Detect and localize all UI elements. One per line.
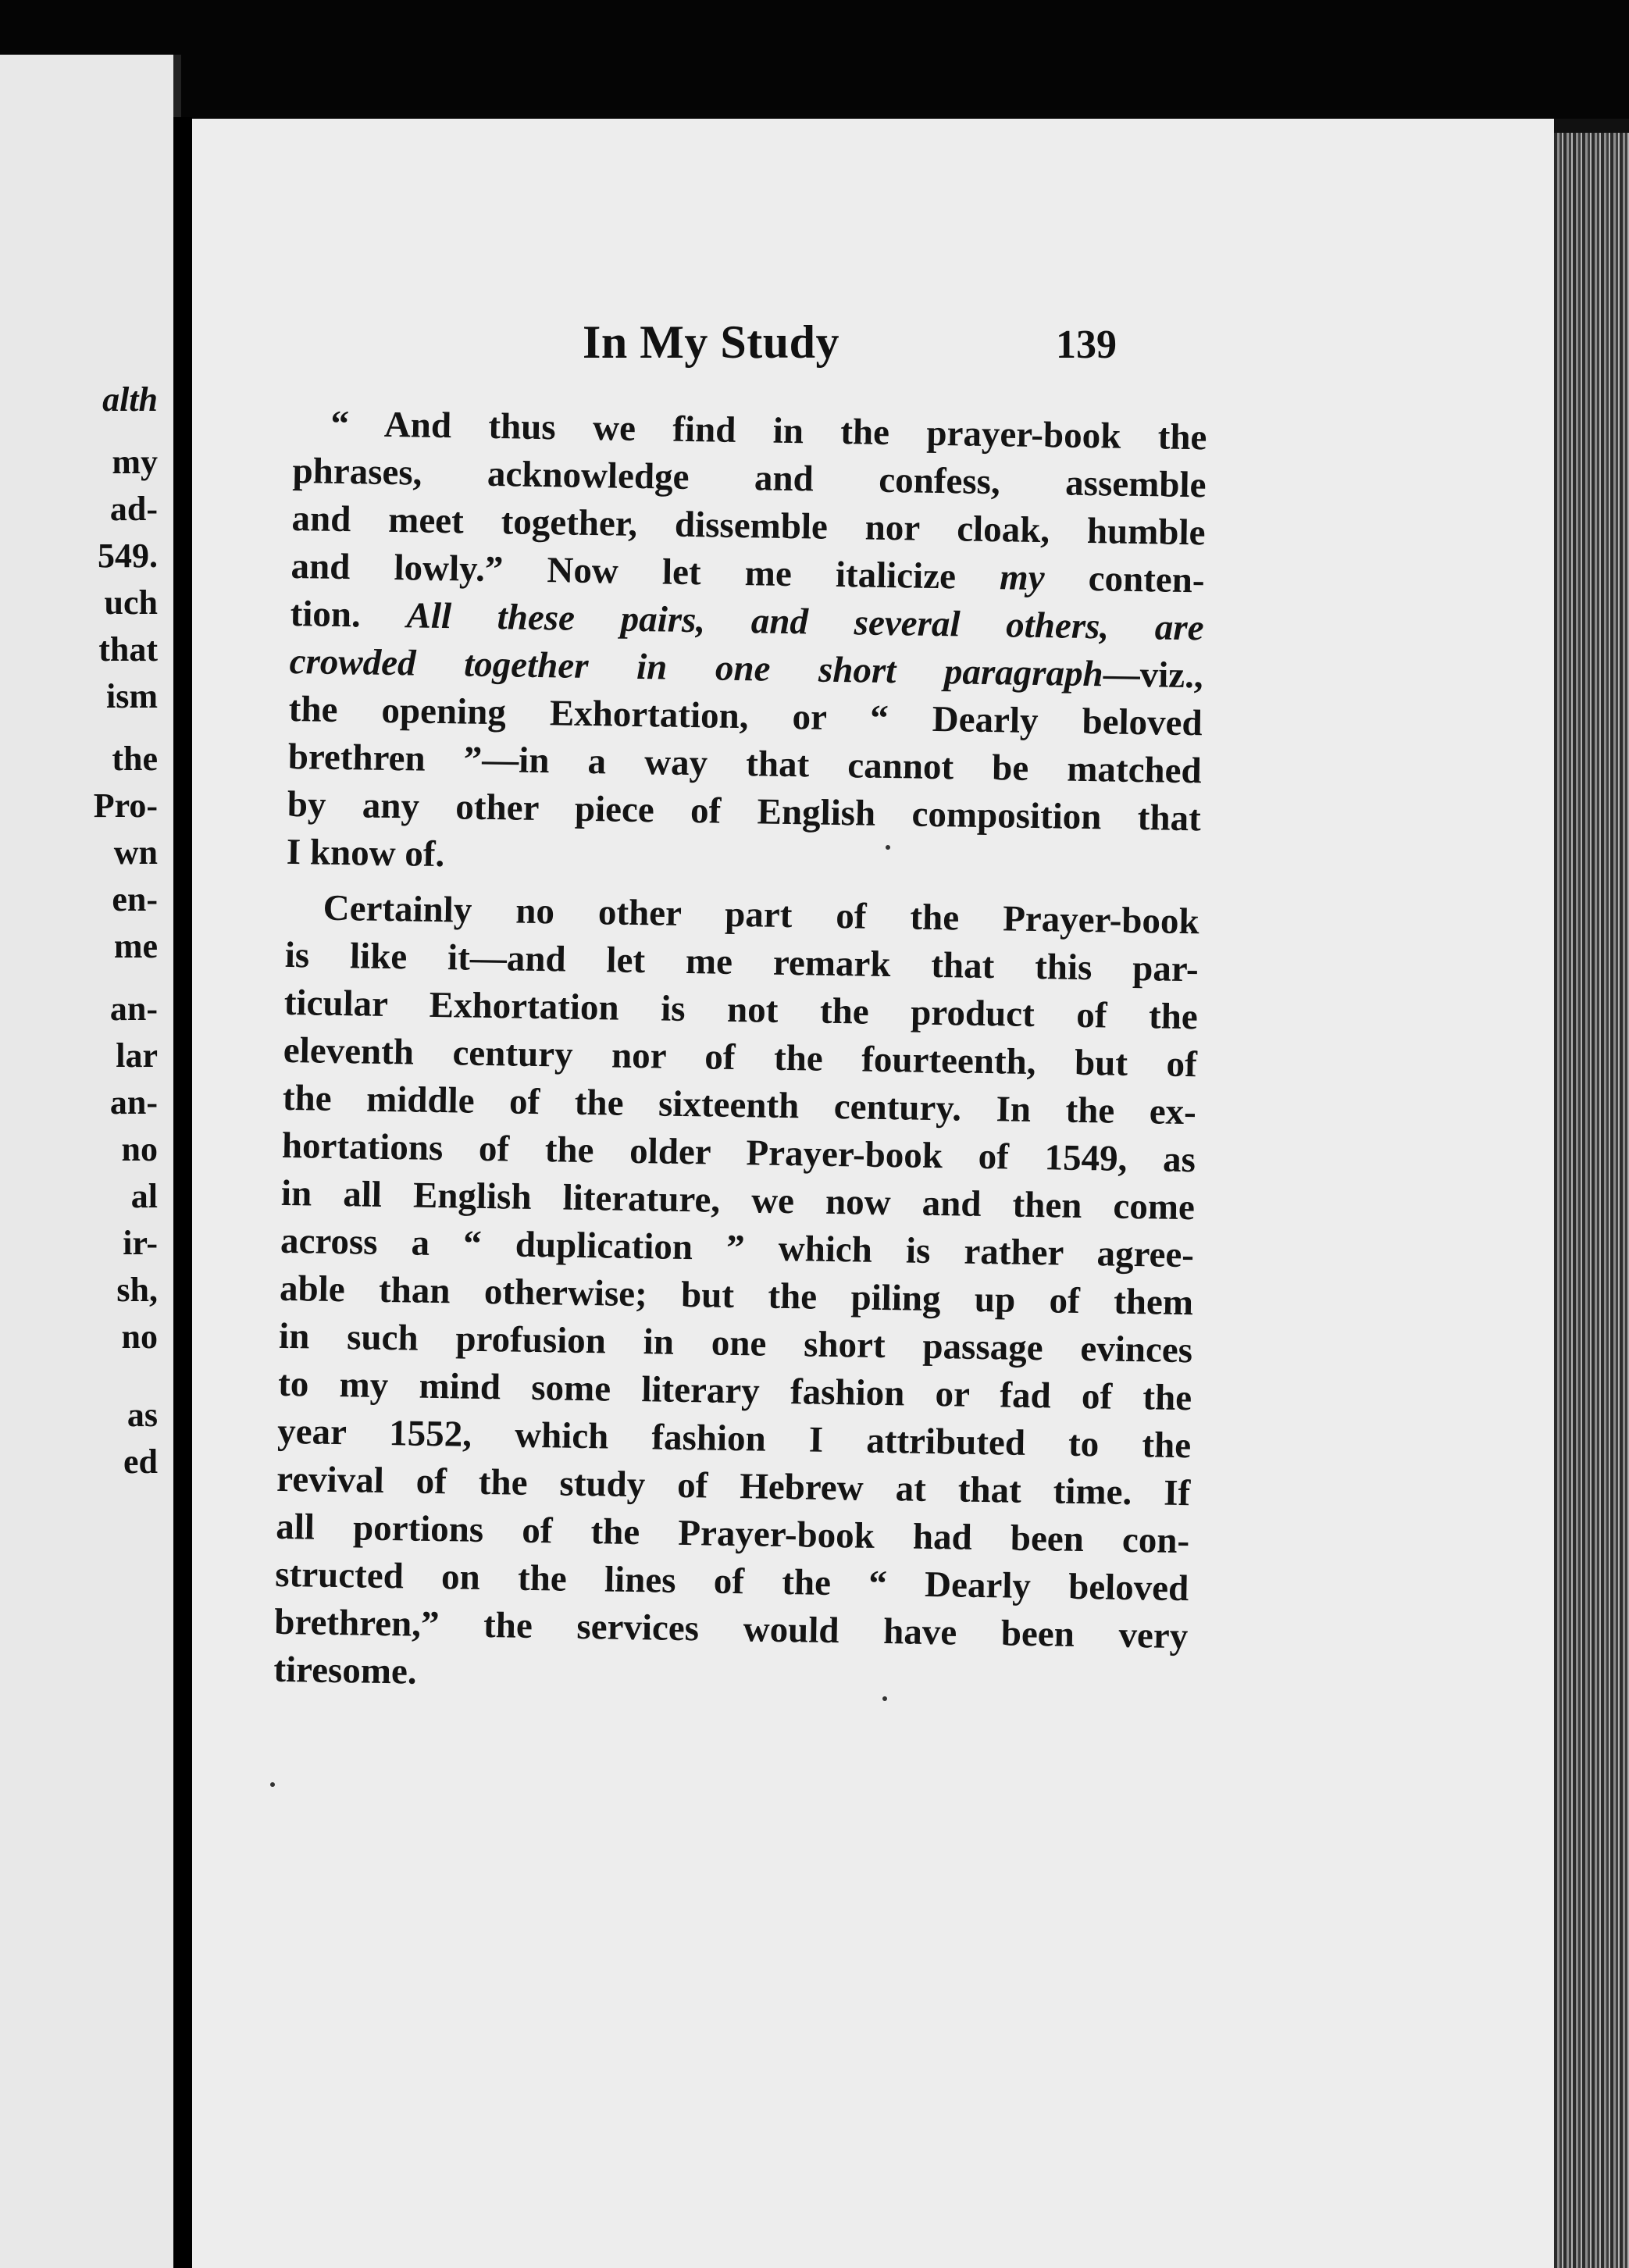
text-segment: conten- [1044, 558, 1205, 601]
text-line: revival of the study of Hebrew at that time. If [276, 1458, 1191, 1514]
text-line: hortations of the older Prayer-book of 1549, as [281, 1125, 1196, 1181]
book-page [192, 119, 1567, 2268]
left-page-fragment: uch [104, 583, 158, 622]
left-page-fragment: ad- [109, 490, 158, 528]
left-page-fragment: 549. [98, 537, 158, 575]
left-page-fragment: al [130, 1177, 158, 1215]
text-line: tiresome. [273, 1649, 417, 1692]
text-line: structed on the lines of the “ Dearly beloved [274, 1553, 1189, 1610]
print-speck [270, 1782, 275, 1787]
text-line: by any other piece of English composition that [287, 783, 1202, 840]
left-page-fragment: no [121, 1130, 158, 1168]
left-page-fragment: me [113, 927, 158, 965]
left-page-fragment: as [127, 1396, 158, 1434]
page-header [192, 316, 1567, 378]
text-line: year 1552, which fashion I attributed to the [276, 1410, 1192, 1467]
text-segment: tion. [290, 593, 407, 637]
body-text [273, 400, 1207, 1708]
left-page-fragment: ism [106, 677, 158, 715]
paragraph [286, 400, 1207, 890]
text-line: the opening Exhortation, or “ Dearly beloved [288, 688, 1203, 744]
text-line: brethren ”—in a way that cannot be matched [287, 736, 1203, 792]
text-segment: and lowly.” Now let me italicize [291, 545, 1000, 598]
left-page-fragment: sh, [116, 1271, 158, 1309]
text-line: phrases, acknowledge and confess, assemble [292, 450, 1207, 506]
left-page-fragment: alth [102, 380, 158, 419]
left-page-fragment: that [98, 630, 158, 669]
italic-text: crowded together in one short paragraph [289, 640, 1104, 695]
left-page-fragment: an- [109, 990, 158, 1028]
text-line: ticular Exhortation is not the product of the [283, 982, 1199, 1038]
page-gutter [173, 117, 192, 2268]
text-line: across a “ duplication ” which is rather agree- [280, 1220, 1195, 1276]
text-line: I know of. [286, 831, 445, 875]
page-number: 139 [1056, 323, 1117, 367]
page-edges [1554, 133, 1629, 2268]
paragraph [273, 884, 1199, 1708]
left-page-fragment: ed [123, 1442, 158, 1481]
left-page-fragment: the [112, 740, 158, 778]
text-line: in such profusion in one short passage evinces [278, 1315, 1193, 1371]
left-page-fragment: wn [113, 833, 158, 872]
text-line: the middle of the sixteenth century. In the ex- [282, 1077, 1197, 1133]
text-line: is like it—and let me remark that this par- [284, 934, 1199, 990]
left-page-fragment: Pro- [93, 786, 158, 825]
text-line: Certainly no other part of the Prayer-book [323, 887, 1200, 943]
text-line: brethren,” the services would have been very [274, 1601, 1189, 1657]
text-line: eleventh century nor of the fourteenth, but of [283, 1029, 1198, 1086]
left-page-fragment: en- [112, 880, 158, 918]
left-page-fragment: no [121, 1318, 158, 1356]
text-line: and meet together, dissemble nor cloak, humble [291, 497, 1206, 554]
running-head: In My Study [583, 316, 839, 368]
left-page-fragment: my [112, 443, 158, 481]
previous-page [0, 55, 181, 2268]
text-line: in all English literature, we now and then come [280, 1172, 1196, 1228]
text-line: able than otherwise; but the piling up of them [279, 1268, 1194, 1324]
print-speck [886, 845, 890, 850]
left-page-fragment: ir- [123, 1224, 158, 1262]
text-line: to my mind some literary fashion or fad of the [277, 1363, 1192, 1419]
text-line: all portions of the Prayer-book had been con- [275, 1506, 1190, 1562]
left-page-fragment: lar [116, 1036, 158, 1075]
italic-text: my [999, 557, 1045, 599]
italic-text: All these pairs, and several others, are [406, 595, 1204, 649]
print-speck [882, 1696, 887, 1701]
text-line: “ And thus we find in the prayer-book the [330, 403, 1207, 458]
text-segment: —viz., [1103, 654, 1204, 697]
left-page-fragment: an- [109, 1083, 158, 1122]
